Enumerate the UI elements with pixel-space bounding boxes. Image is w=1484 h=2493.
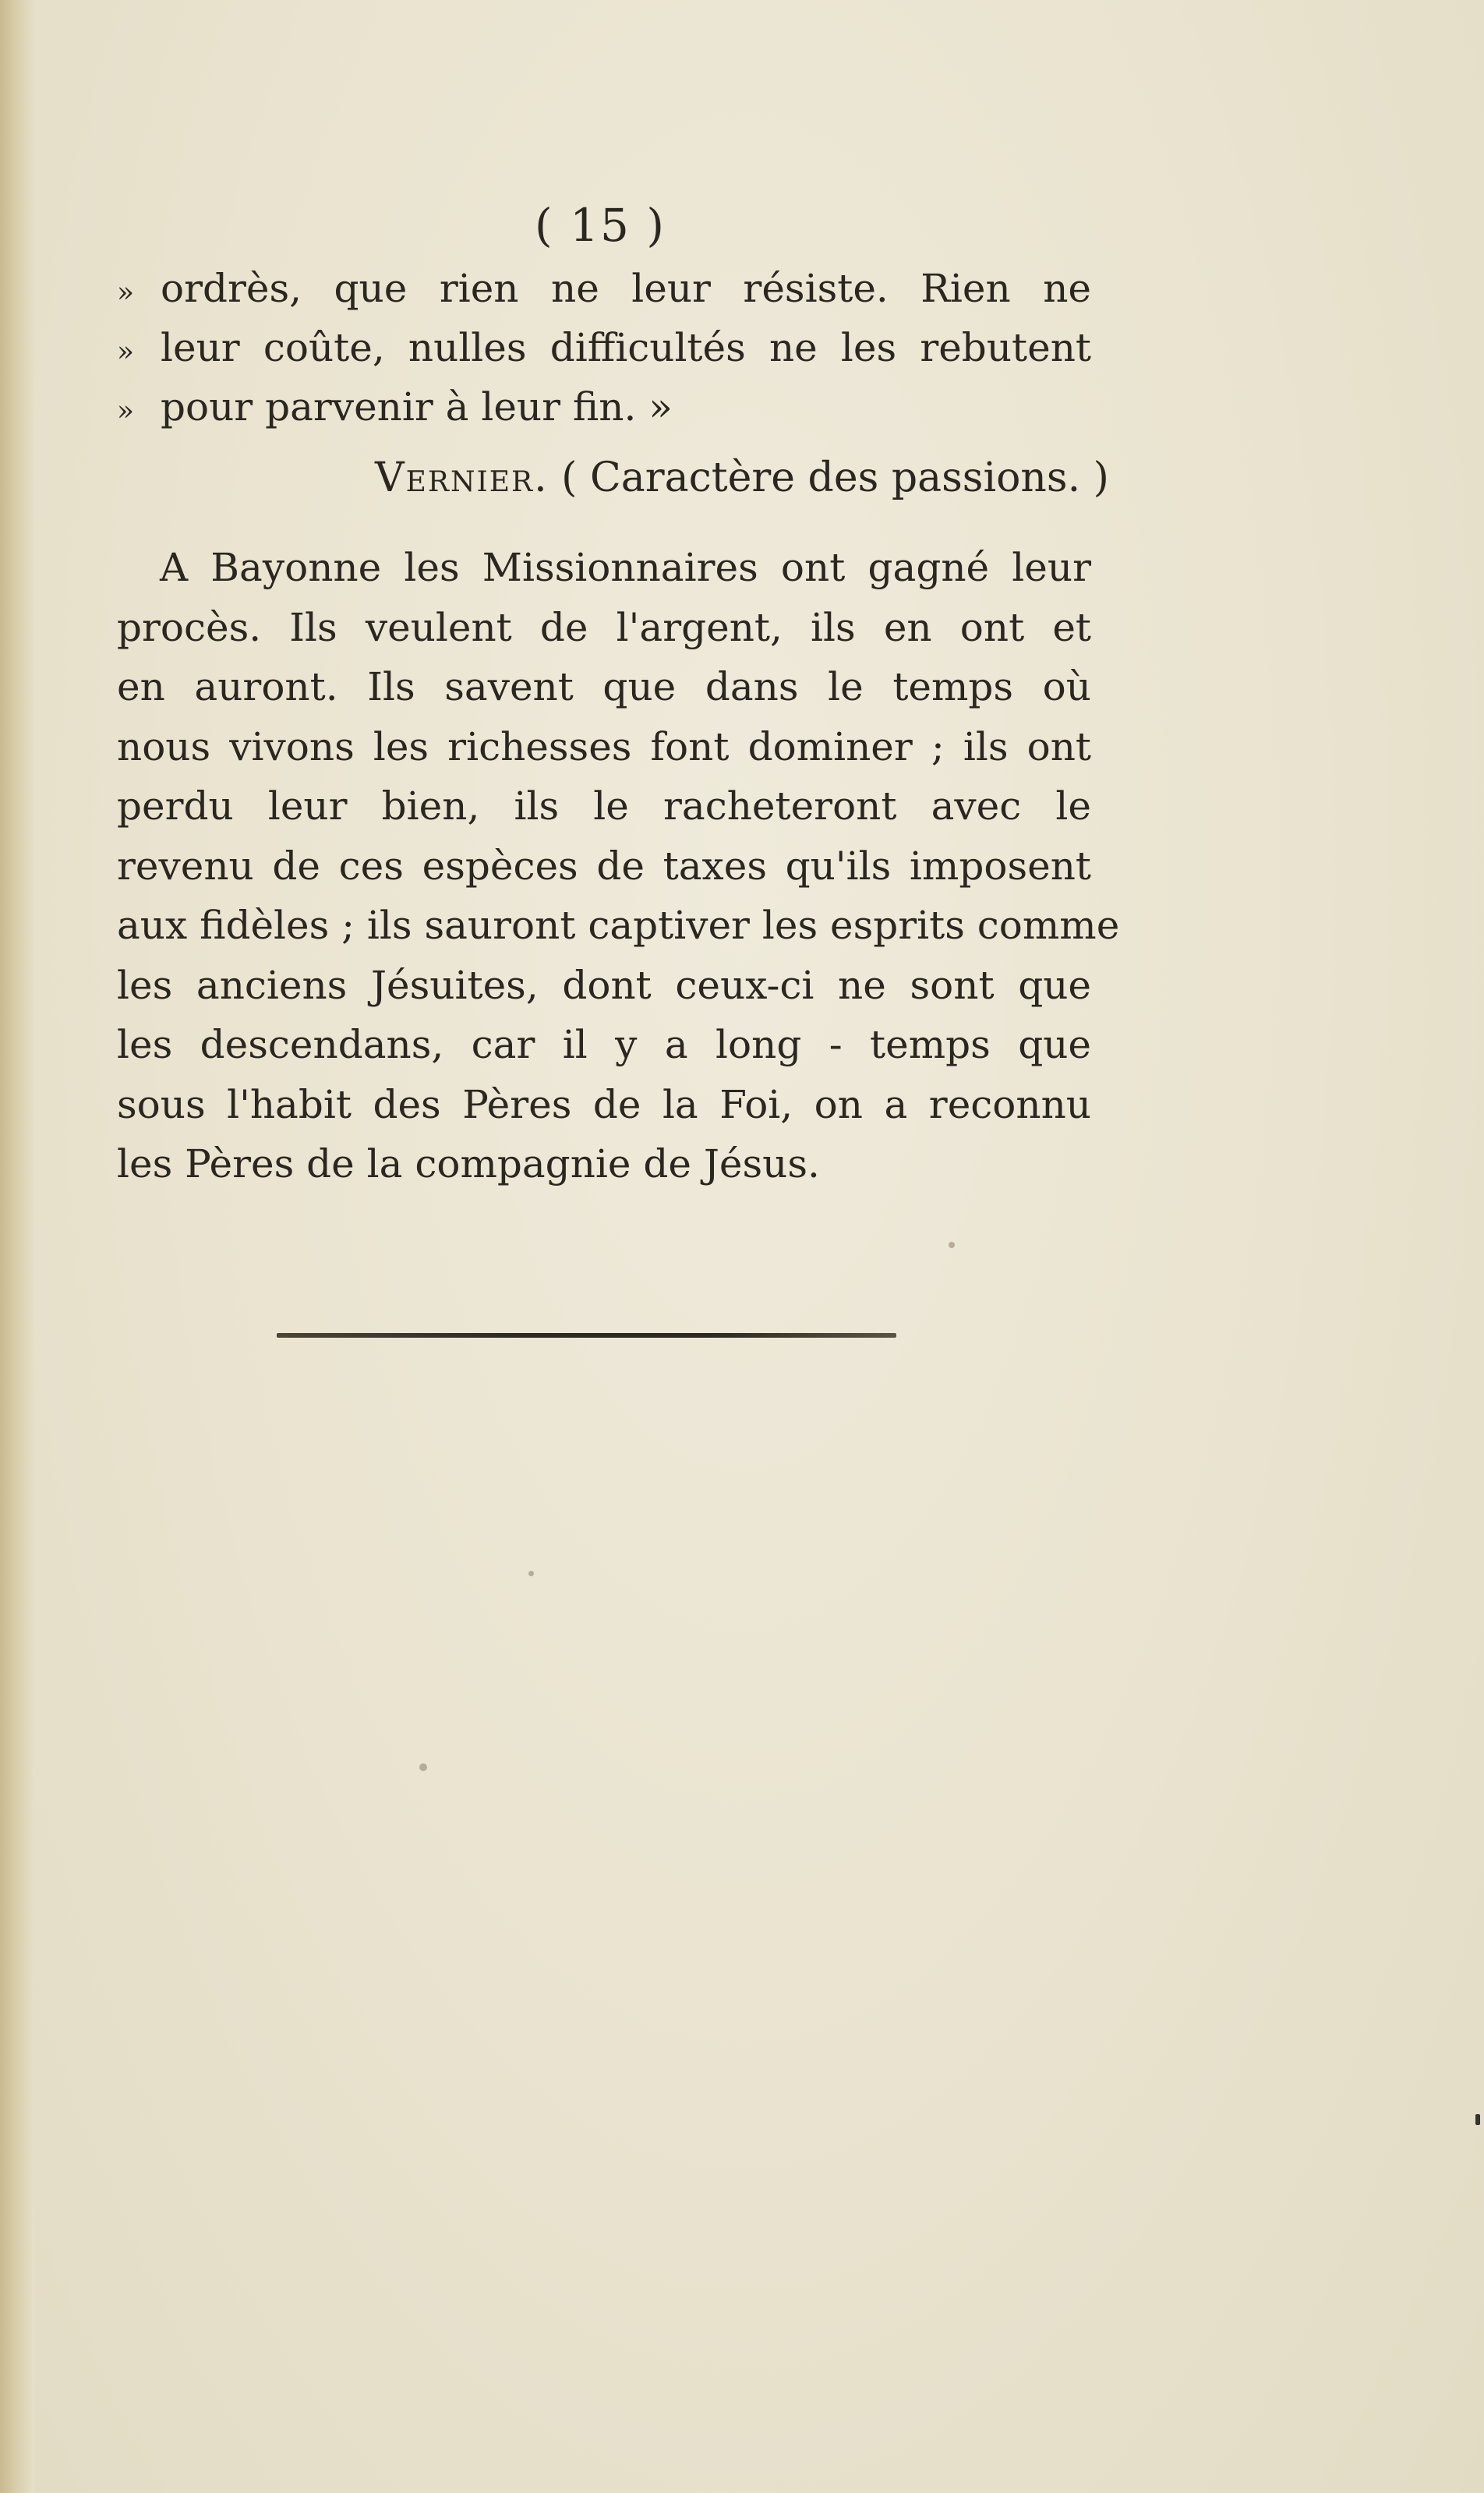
paragraph-line: procès. Ils veulent de l'argent, ils en ont et — [117, 604, 1091, 650]
quote-text: leur coûte, nulles difficultés ne les rebutent — [161, 325, 1091, 370]
paragraph-line: les anciens Jésuites, dont ceux-ci ne sont que — [117, 962, 1091, 1008]
quote-line-1 — [117, 259, 1091, 323]
quote-mark: » — [117, 277, 135, 309]
paper-speck — [419, 1763, 427, 1771]
quote-text: pour parvenir à leur fin. » — [161, 384, 673, 430]
paragraph-line: les descendans, car il y a long - temps que — [117, 1022, 1091, 1067]
quote-text: ordrès, que rien ne leur résiste. Rien ne — [161, 266, 1091, 311]
paragraph-line: nous vivons les richesses font dominer ; ils ont — [117, 723, 1091, 769]
quote-mark: » — [117, 395, 135, 427]
paragraph-line: aux fidèles ; ils sauront captiver les esprits comme — [117, 903, 1120, 948]
section-rule — [277, 1333, 896, 1338]
page-number: ( 15 ) — [535, 199, 666, 252]
paragraph-line: les Pères de la compagnie de Jésus. — [117, 1141, 820, 1186]
paragraph-line: revenu de ces espèces de taxes qu'ils imposent — [117, 843, 1091, 889]
quote-line-2 — [117, 318, 1091, 382]
paragraph-line: en auront. Ils savent que dans le temps où — [117, 664, 1091, 709]
citation-heading — [0, 448, 1484, 507]
paper-speck — [949, 1242, 955, 1248]
paragraph-line: A Bayonne les Missionnaires ont gagné leur — [160, 545, 1091, 590]
binding-edge — [0, 0, 34, 2493]
paragraph-line: sous l'habit des Pères de la Foi, on a reconnu — [117, 1081, 1091, 1127]
citation-author: Vernier. — [375, 454, 549, 501]
paper-speck — [1475, 2114, 1480, 2125]
citation-source: ( Caractère des passions. ) — [561, 454, 1109, 501]
paragraph-line: perdu leur bien, ils le racheteront avec le — [117, 783, 1091, 829]
quote-line-3 — [117, 377, 1091, 441]
paper-speck — [528, 1571, 534, 1576]
quote-mark: » — [117, 336, 135, 368]
